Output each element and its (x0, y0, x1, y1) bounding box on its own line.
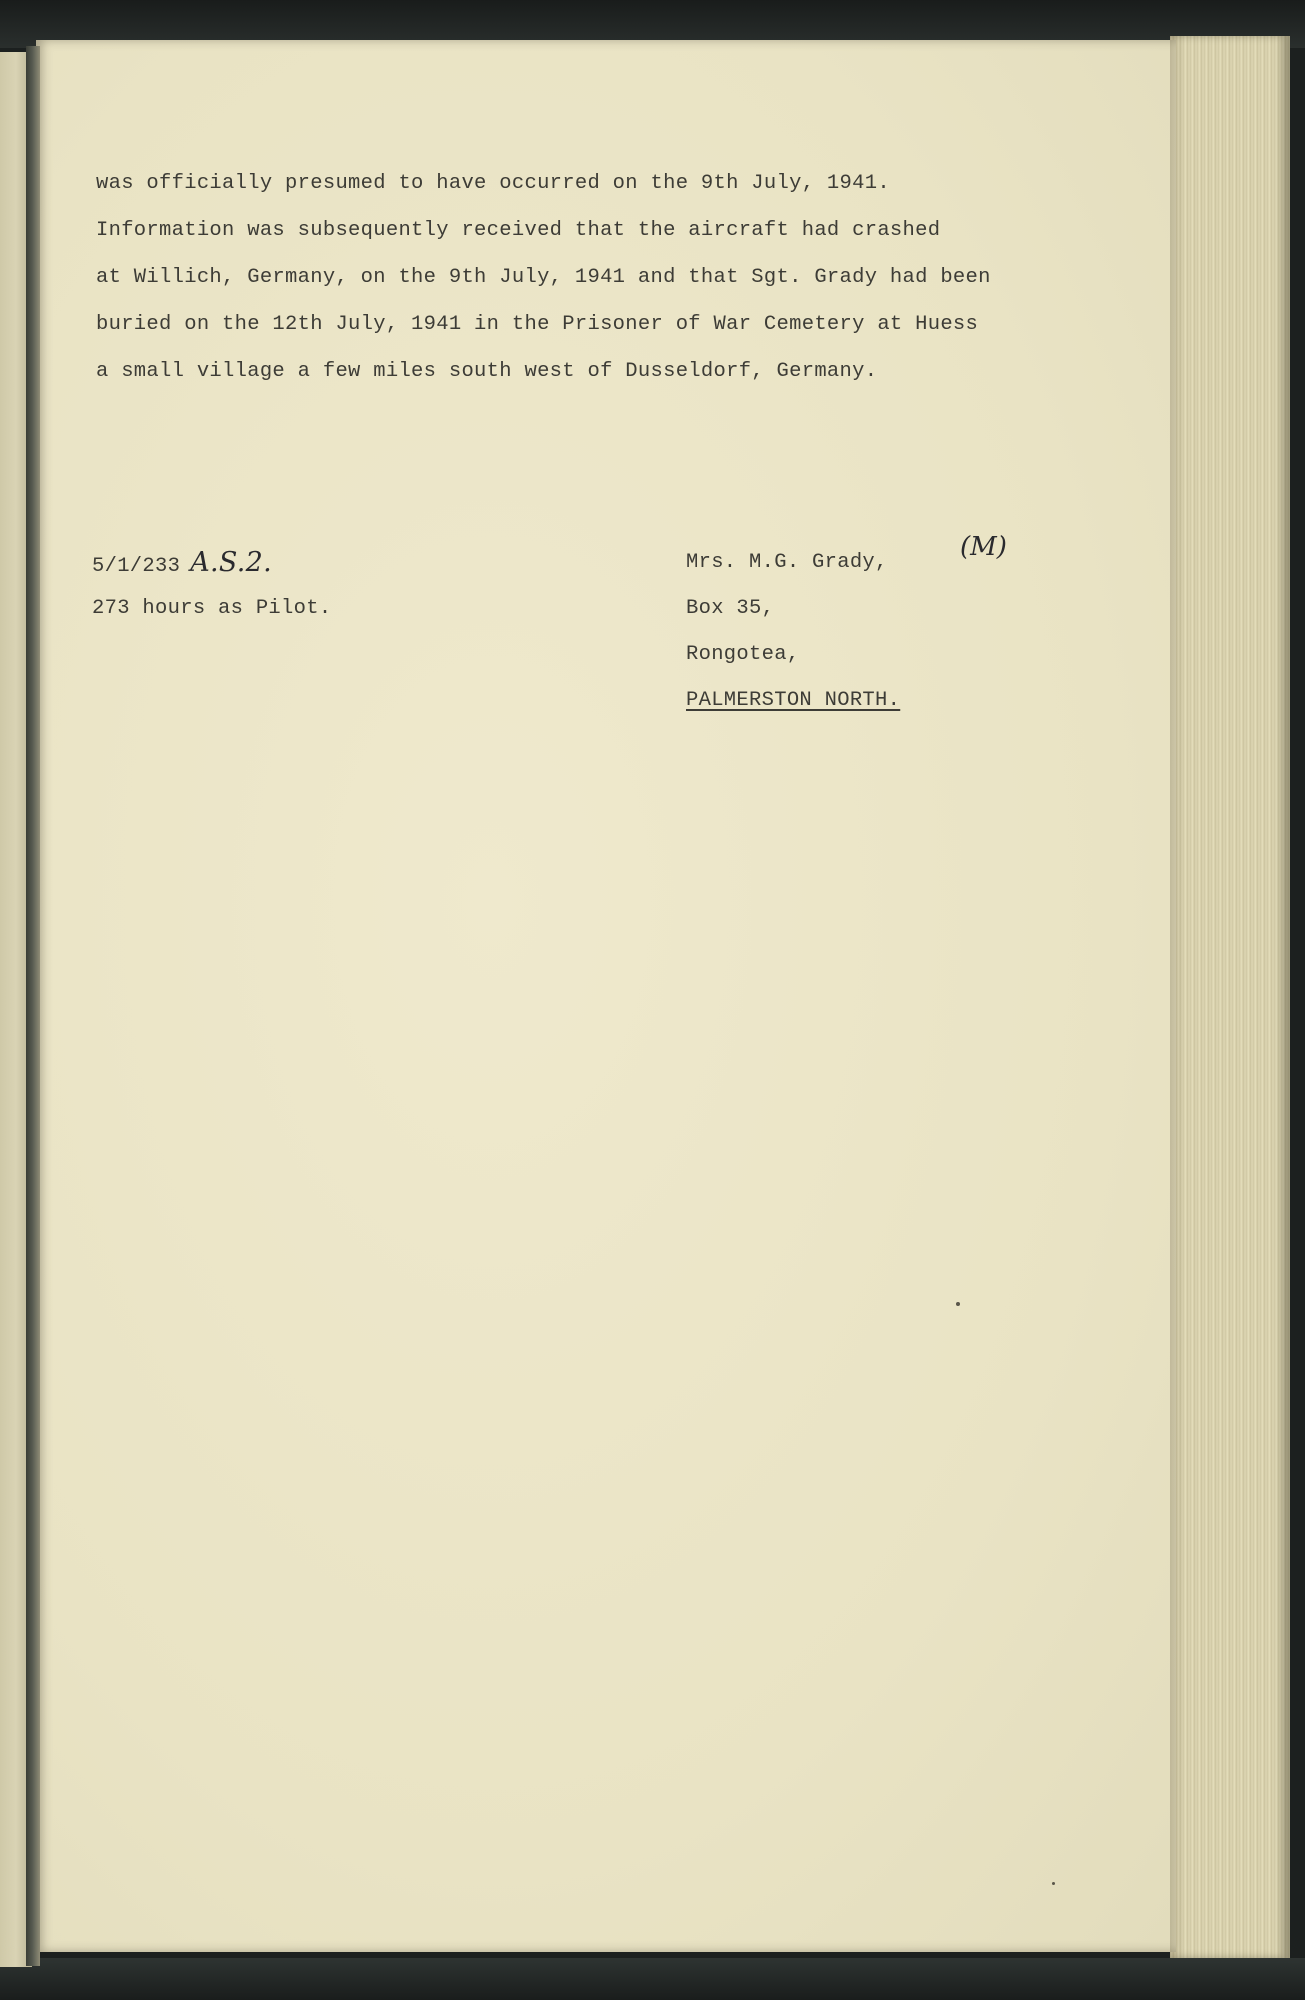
paper-speck (1052, 1882, 1055, 1885)
paragraph-line: Information was subsequently received that the aircraft had crashed (96, 219, 941, 242)
address-box: Box 35, (686, 597, 775, 620)
address-city: PALMERSTON NORTH. (686, 689, 901, 712)
paper-speck (956, 1302, 960, 1306)
handwritten-margin-mark: (M) (960, 532, 1007, 562)
handwritten-note: A.S.2. (190, 547, 272, 578)
reference-block (92, 540, 331, 632)
flight-hours: 273 hours as Pilot. (92, 597, 332, 620)
paragraph-line: buried on the 12th July, 1941 in the Prisoner of War Cemetery at Huess (96, 313, 979, 336)
page-edge-shadow (1170, 36, 1184, 1958)
address-locality: Rongotea, (686, 643, 800, 666)
book-cover-bottom (0, 1958, 1305, 2000)
file-number: 5/1/233 (92, 555, 181, 578)
file-reference-line (92, 540, 331, 586)
body-paragraph (96, 160, 1146, 395)
book-gutter (26, 46, 40, 1966)
paragraph-line: a small village a few miles south west of Dusseldorf, Germany. (96, 360, 878, 383)
address-name: Mrs. M.G. Grady, (686, 551, 888, 574)
paragraph-line: was officially presumed to have occurred on the 9th July, 1941. (96, 172, 890, 195)
page-block-edges (1170, 36, 1290, 1958)
paragraph-line: at Willich, Germany, on the 9th July, 1941 and that Sgt. Grady had been (96, 266, 991, 289)
address-block (686, 540, 900, 724)
